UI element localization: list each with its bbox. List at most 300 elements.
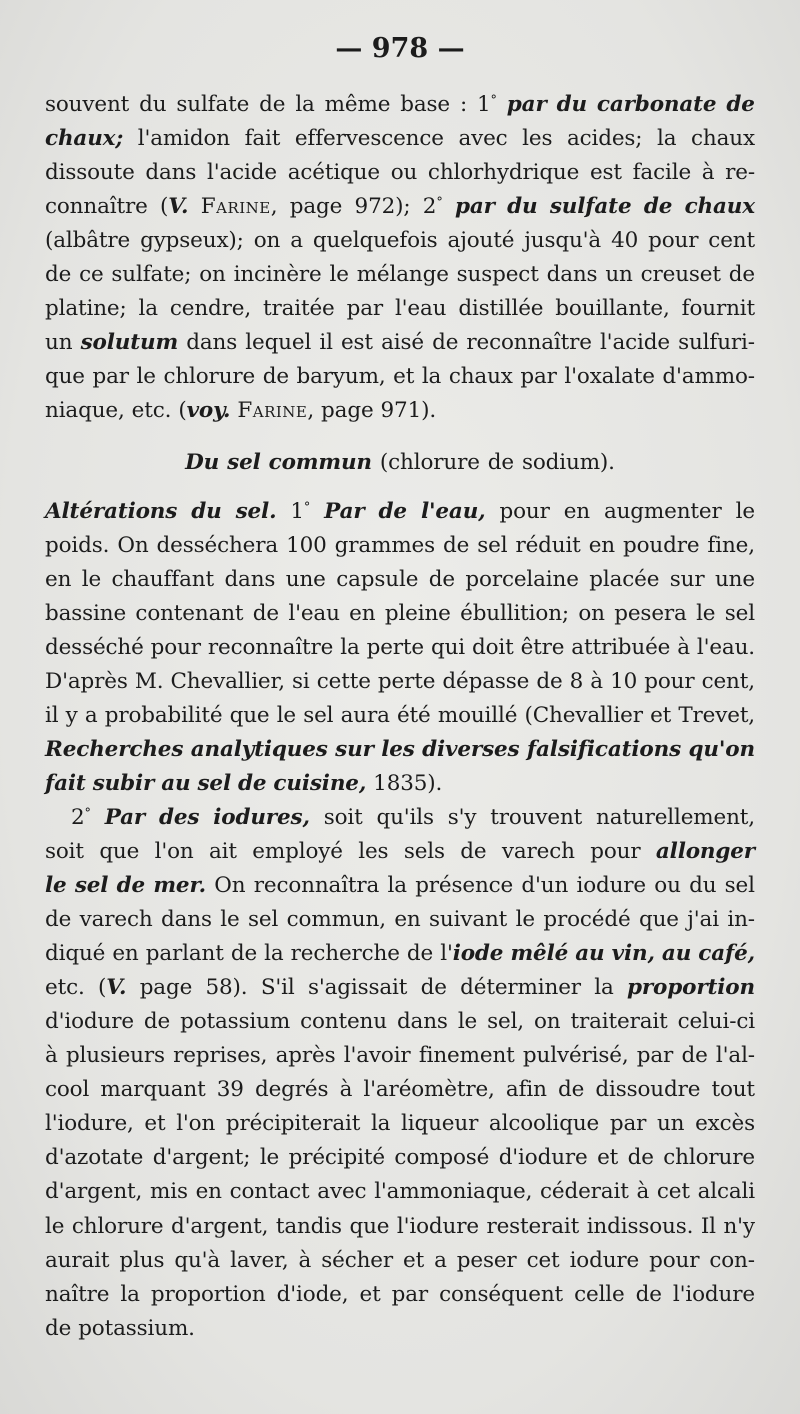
word: de [116,873,146,899]
word: Du [185,450,220,476]
text-line [45,665,755,699]
text-line [45,767,755,801]
word: iodure [576,873,647,899]
word: par [454,194,495,220]
word: de [378,498,407,524]
word: sécher [321,1247,393,1273]
word: l'oxalate [564,364,655,390]
word: à [590,668,603,694]
word: (voy. [178,398,231,424]
word: parlant [145,941,224,967]
word: par [391,1281,429,1307]
word: base [400,92,450,117]
word: l'iodure [672,1281,755,1307]
word: l'eau. [696,634,755,660]
word: de [237,770,267,796]
word: souvent [45,92,130,117]
word: qu'on [688,736,755,762]
word: ait [209,838,237,864]
word: de [536,668,563,694]
word: doit [471,634,514,660]
word: est [589,160,622,186]
word: de [460,838,487,864]
word: à [298,1247,312,1273]
word: mélange [356,262,449,288]
word: du [507,194,538,220]
text-line [45,563,755,597]
word: On [214,873,246,899]
word: de [635,1281,662,1307]
word: dans [546,262,598,288]
page-body [45,88,755,1346]
word: par [609,1111,647,1137]
word: varech [501,838,575,864]
word: distillée [458,296,544,322]
word: quelquefois [312,228,438,254]
word: café, [698,941,755,967]
word: On [117,532,149,558]
word: iodures, [213,804,310,830]
word: d'iode, [276,1281,349,1307]
word: qu'ils [376,804,434,830]
word: chlorhydrique [427,160,580,186]
word: sel [227,450,261,476]
word: de [487,450,514,476]
word: vin, [611,941,655,967]
word: le [136,364,156,390]
text-line [45,1107,755,1141]
word: incinère [233,262,322,288]
word: céderait [540,1179,629,1205]
word: reconnaître [466,330,592,356]
word: le [220,907,240,933]
word: que [45,364,85,390]
word: fournit [681,296,755,322]
word: (Chevallier [524,702,643,728]
word: après [275,1043,336,1069]
word: que [99,838,140,864]
word: platine; [45,296,127,322]
word: ce [79,262,104,288]
word: degrés [255,1077,329,1103]
word: pour [648,228,699,254]
word: le [45,1213,65,1239]
text-line [45,1073,755,1107]
word: de [45,907,72,933]
word: 10 [610,668,638,694]
word: naturellement, [596,804,755,830]
text-line [45,326,755,360]
word: iodure [569,1247,640,1273]
word: pour [649,1247,700,1273]
word: au [575,941,605,967]
word: peser [456,1247,517,1273]
text-line [45,394,755,428]
word: la [370,1111,391,1137]
word: avec [317,1179,367,1205]
text-line [45,869,755,903]
word: (chlorure [379,450,480,476]
text-line [45,733,755,767]
word: sel [477,532,508,558]
word: l'acide [599,330,670,356]
word: effervescence [294,126,444,152]
word: de [726,92,755,117]
word: 971). [380,398,437,424]
word: sel [248,907,279,933]
word: le [457,1009,478,1035]
word: la [120,1281,140,1307]
word: 1° [290,498,311,524]
word: y [65,702,78,728]
word: le [735,498,755,524]
word: mis [149,1179,188,1205]
word: aisé [381,330,424,356]
word: de [558,1077,585,1103]
text-line [45,1244,755,1278]
word: de [627,1145,654,1171]
word: dans [396,1009,448,1035]
word: celui-ci [677,1009,755,1035]
word: être [520,634,565,660]
word: été [396,702,431,728]
word: si [292,668,310,694]
word: 40 [611,228,639,254]
word: pour [150,634,201,660]
page-number: — 978 — [335,33,465,64]
word: s'agissait [307,975,408,1001]
word: j'ai [687,907,719,933]
word: page [321,398,374,424]
word: composé [394,1145,490,1171]
word: employé [252,838,343,864]
word: de [728,262,755,288]
word: d'iodure [45,1009,134,1035]
word: sur [669,566,705,592]
word: de [45,1315,72,1341]
word: cent [708,228,755,254]
word: afin [505,1077,547,1103]
word: Chevallier, [170,668,285,694]
word: plusieurs [65,1043,165,1069]
word: chauffant [111,566,214,592]
word: de [643,194,673,220]
word: une [714,566,755,592]
word: de [45,262,72,288]
word: re- [725,160,755,186]
word: 39 [216,1077,244,1103]
word: suspect [456,262,539,288]
word: acétique [287,160,380,186]
word: avec [458,126,508,152]
word: à [677,634,690,660]
text-line [45,88,755,122]
word: sel, [487,1009,524,1035]
word: qu'à [174,1247,221,1273]
word: soit [323,804,363,830]
word: acides; [566,126,643,152]
word: jusqu'à [524,228,602,254]
word: Par [324,498,365,524]
word: est [340,330,373,356]
word: traitée [262,296,335,322]
word: d'argent, [171,1213,269,1239]
word: l'al- [715,1043,755,1069]
word: in- [727,907,755,933]
word: D'après [45,668,128,694]
word: de [432,330,459,356]
word: capsule [336,566,419,592]
word: par [92,364,129,390]
word: que [229,702,270,728]
word: pour [499,498,550,524]
word: bouillante, [555,296,670,322]
word: 2° [422,194,443,220]
word: Par [104,804,146,830]
word: 972); [354,194,411,220]
word: dépasse [442,668,530,694]
text-line [45,1005,755,1039]
word: précipiterait [225,1111,361,1137]
word: dissoudre [595,1077,701,1103]
word: tout [711,1077,755,1103]
word: du [139,92,167,117]
word: la [594,975,614,1001]
word: carbonate [596,92,717,117]
word: commun [268,450,372,476]
word: la [264,941,284,967]
word: dans [224,566,276,592]
word: etc. [131,398,172,424]
word: le [259,1145,280,1171]
word: de [252,600,279,626]
word: l'eau [394,296,447,322]
word: pour [644,668,695,694]
word: sulfate [176,92,250,117]
word: bassine [45,600,127,626]
word: le [81,566,102,592]
word: en [563,498,590,524]
word: le [696,600,716,626]
word: sur [335,736,374,762]
word: de [681,1043,708,1069]
word: sel. [235,498,277,524]
word: d'un [521,873,569,899]
word: conséquent [439,1281,564,1307]
text-line [45,835,755,869]
word: sulfate [549,194,632,220]
word: Il [700,1213,716,1239]
word: du [689,873,717,899]
word: en [112,941,139,967]
word: varech [79,907,153,933]
word: l'iode [440,941,504,967]
word: pulvérisé, [522,1043,629,1069]
word: Farine, [200,194,278,220]
word: de [420,975,447,1001]
word: falsifications [526,736,682,762]
word: sels [403,838,445,864]
word: commun, [286,907,386,933]
word: il [319,330,333,356]
word: ajouté [447,228,515,254]
word: creuset [640,262,721,288]
word: et [650,702,672,728]
word: cet [656,1179,690,1205]
word: au [661,941,692,967]
text-line [45,156,755,190]
word: sel [724,600,755,626]
word: qui [430,634,465,660]
word: finement [418,1043,515,1069]
section-heading [45,446,755,480]
word: reconnaîtra [253,873,380,899]
word: naître [45,1281,110,1307]
word: le [329,262,349,288]
word: dans [145,160,197,186]
word: connaître [45,194,148,220]
word: il [45,702,59,728]
word: gypseux); [140,228,244,254]
text-line [45,292,755,326]
word: la [138,296,158,322]
word: l'iodure, [45,1111,134,1137]
text-line [45,801,755,835]
word: de [443,532,470,558]
word: fait [45,770,86,796]
word: l'iodure [396,1213,479,1239]
word: la [340,634,360,660]
word: poids. [45,532,110,558]
word: pleine [384,600,451,626]
text-line [45,699,755,733]
word: desséché [45,634,144,660]
word: perte [377,668,436,694]
word: 58). [205,975,248,1001]
word: par [506,92,547,117]
word: un [605,262,633,288]
text-line [45,1175,755,1209]
word: mouillé [437,702,518,728]
word: en [195,1179,222,1205]
word: l'eau [288,600,340,626]
text-line [45,903,755,937]
word: facile [632,160,692,186]
word: traiterait [570,1009,668,1035]
word: les [358,838,389,864]
word: contact [229,1179,310,1205]
word: les [381,736,415,762]
text-line [45,360,755,394]
word: Altérations [45,498,178,524]
word: réduit [515,532,581,558]
word: diqué [45,941,106,967]
word: d'argent; [152,1145,251,1171]
word: page [139,975,193,1001]
word: chaux; [45,126,124,152]
word: et [403,1247,425,1273]
word: sulfuri- [678,330,755,356]
word: poudre [622,532,700,558]
word: ou [654,873,681,899]
word: con- [709,1247,755,1273]
word: a [84,702,98,728]
word: précipité [288,1145,385,1171]
word: de [406,941,434,967]
text-line [45,258,755,292]
text-line [45,122,755,156]
word: marquant [100,1077,206,1103]
word: au [161,770,191,796]
text-line [45,1312,755,1346]
word: à [45,1043,58,1069]
word: reconnaître [207,634,334,660]
word: on [199,262,226,288]
word: sulfate; [111,262,192,288]
word: et [393,364,415,390]
word: de [428,566,455,592]
word: à [636,1179,650,1205]
word: le [276,702,297,728]
text-line [45,1039,755,1073]
word: pesera [614,600,687,626]
word: cool [45,1077,90,1103]
text-line [45,495,755,529]
word: Farine, [237,398,315,424]
word: les [522,126,553,152]
word: subir [92,770,155,796]
word: fait [244,126,281,152]
word: sel [74,873,109,899]
word: dans [161,907,212,933]
word: alcali [697,1179,755,1205]
word: 100 [286,532,327,558]
word: aura [340,702,390,728]
word: lequel [245,330,312,356]
word: 8 [569,668,584,694]
word: a [434,1247,447,1273]
text-line [45,937,755,971]
word: à [339,1077,353,1103]
word: cette [316,668,371,694]
word: s'y [447,804,477,830]
word: excès [695,1111,755,1137]
word: contenant [135,600,244,626]
word: d'iodure [498,1145,588,1171]
word: une [285,566,326,592]
text-line [45,190,755,224]
word: etc. [45,975,85,1001]
text-line [45,1210,755,1244]
word: d'argent, [45,1179,143,1205]
word: par [636,1043,674,1069]
word: chlorure [163,364,256,390]
word: : [459,92,468,117]
word: diverses [422,736,520,762]
word: et [144,1111,166,1137]
word: dans [186,330,238,356]
word: aurait [45,1247,110,1273]
text-line [45,597,755,631]
text-line [45,529,755,563]
word: l'aréomètre, [363,1077,495,1103]
word: le [45,873,67,899]
word: des [158,804,200,830]
word: page [289,194,343,220]
word: contenu [300,1009,387,1035]
word: de [230,941,258,967]
word: potassium. [78,1315,195,1341]
